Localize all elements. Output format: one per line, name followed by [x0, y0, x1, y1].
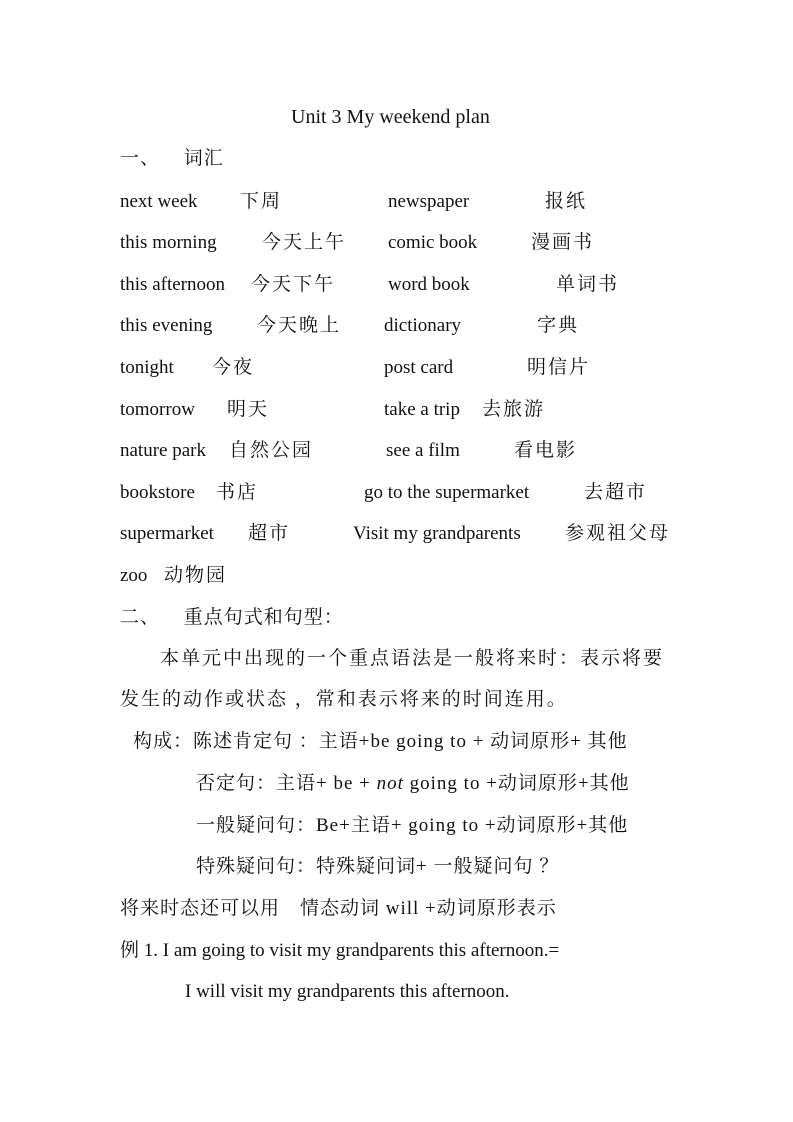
vocab-en: zoo: [120, 565, 148, 586]
will-note: 将来时态还可以用 情态动词 will +动词原形表示: [120, 898, 557, 919]
structure-negative-post: going to +动词原形+其他: [403, 773, 630, 794]
vocab-en-2: Visit my grandparents: [353, 523, 521, 544]
section-2-heading: [120, 607, 344, 629]
section-2-number: 二、: [120, 607, 161, 628]
vocab-cn: 今天下午: [251, 274, 336, 295]
vocab-cn-2: 明信片: [527, 357, 591, 378]
structure-wh-question: 特殊疑问句：特殊疑问词+ 一般疑问句 ？: [196, 856, 560, 877]
page-title: Unit 3 My weekend plan: [291, 106, 490, 128]
vocab-cn-2: 字典: [537, 315, 580, 336]
vocab-en-2: see a film: [386, 440, 460, 461]
structure-negative: [196, 773, 630, 795]
intro-line-2: 发生的动作或状态 ，常和表示将来的时间连用。: [120, 689, 568, 710]
vocab-en-2: comic book: [388, 232, 478, 253]
vocab-cn: 下周: [240, 191, 283, 212]
vocab-cn-2: 看电影: [514, 440, 578, 461]
vocab-en: tomorrow: [120, 399, 195, 420]
vocab-en: nature park: [120, 440, 206, 461]
vocab-cn: 今天晚上: [257, 315, 342, 336]
vocab-en-2: go to the supermarket: [364, 482, 530, 503]
vocab-cn: 超市: [248, 523, 291, 544]
vocab-en: this afternoon: [120, 274, 226, 295]
vocab-en-2: newspaper: [388, 191, 470, 212]
section-1-title: 词汇: [183, 148, 224, 169]
vocab-en: this morning: [120, 232, 217, 253]
structure-negative-not: not: [376, 773, 404, 794]
vocab-cn-2: 漫画书: [531, 232, 595, 253]
vocab-cn-2: 去超市: [584, 482, 648, 503]
vocab-cn: 明天: [227, 399, 270, 420]
structure-affirmative: 构成：陈述肯定句 ：主语+be going to + 动词原形+ 其他: [133, 731, 628, 752]
vocab-en: supermarket: [120, 523, 214, 544]
vocab-en-2: take a trip: [384, 399, 460, 420]
vocab-en: bookstore: [120, 482, 195, 503]
section-1-number: 一、: [120, 148, 161, 169]
vocab-cn-2: 单词书: [556, 274, 620, 295]
structure-negative-pre: 否定句：主语+ be +: [196, 773, 377, 794]
vocab-cn: 书店: [216, 482, 259, 503]
vocab-cn: 自然公园: [229, 440, 314, 461]
vocab-cn-2: 报纸: [545, 191, 588, 212]
example-line-1: 例 1. I am going to visit my grandparents this afternoon.=: [120, 940, 560, 961]
vocab-cn: 今夜: [212, 357, 255, 378]
section-2-title: 重点句式和句型：: [183, 607, 344, 628]
vocab-en: this evening: [120, 315, 213, 336]
vocab-en-2: word book: [388, 274, 470, 295]
vocab-cn: 动物园: [164, 565, 228, 586]
vocab-en: tonight: [120, 357, 174, 378]
section-1-heading: [120, 148, 224, 170]
vocab-cn-2: 参观祖父母: [565, 523, 671, 544]
vocab-en: next week: [120, 191, 198, 212]
example-line-2: I will visit my grandparents this afternoon.: [185, 981, 510, 1002]
vocab-en-2: post card: [384, 357, 454, 378]
vocab-cn: 今天上午: [262, 232, 347, 253]
structure-question: 一般疑问句：Be+主语+ going to +动词原形+其他: [196, 815, 629, 836]
intro-line-1: 本单元中出现的一个重点语法是一般将来时：表示将要: [160, 648, 665, 669]
vocab-cn-2: 去旅游: [482, 399, 546, 420]
vocab-en-2: dictionary: [384, 315, 462, 336]
